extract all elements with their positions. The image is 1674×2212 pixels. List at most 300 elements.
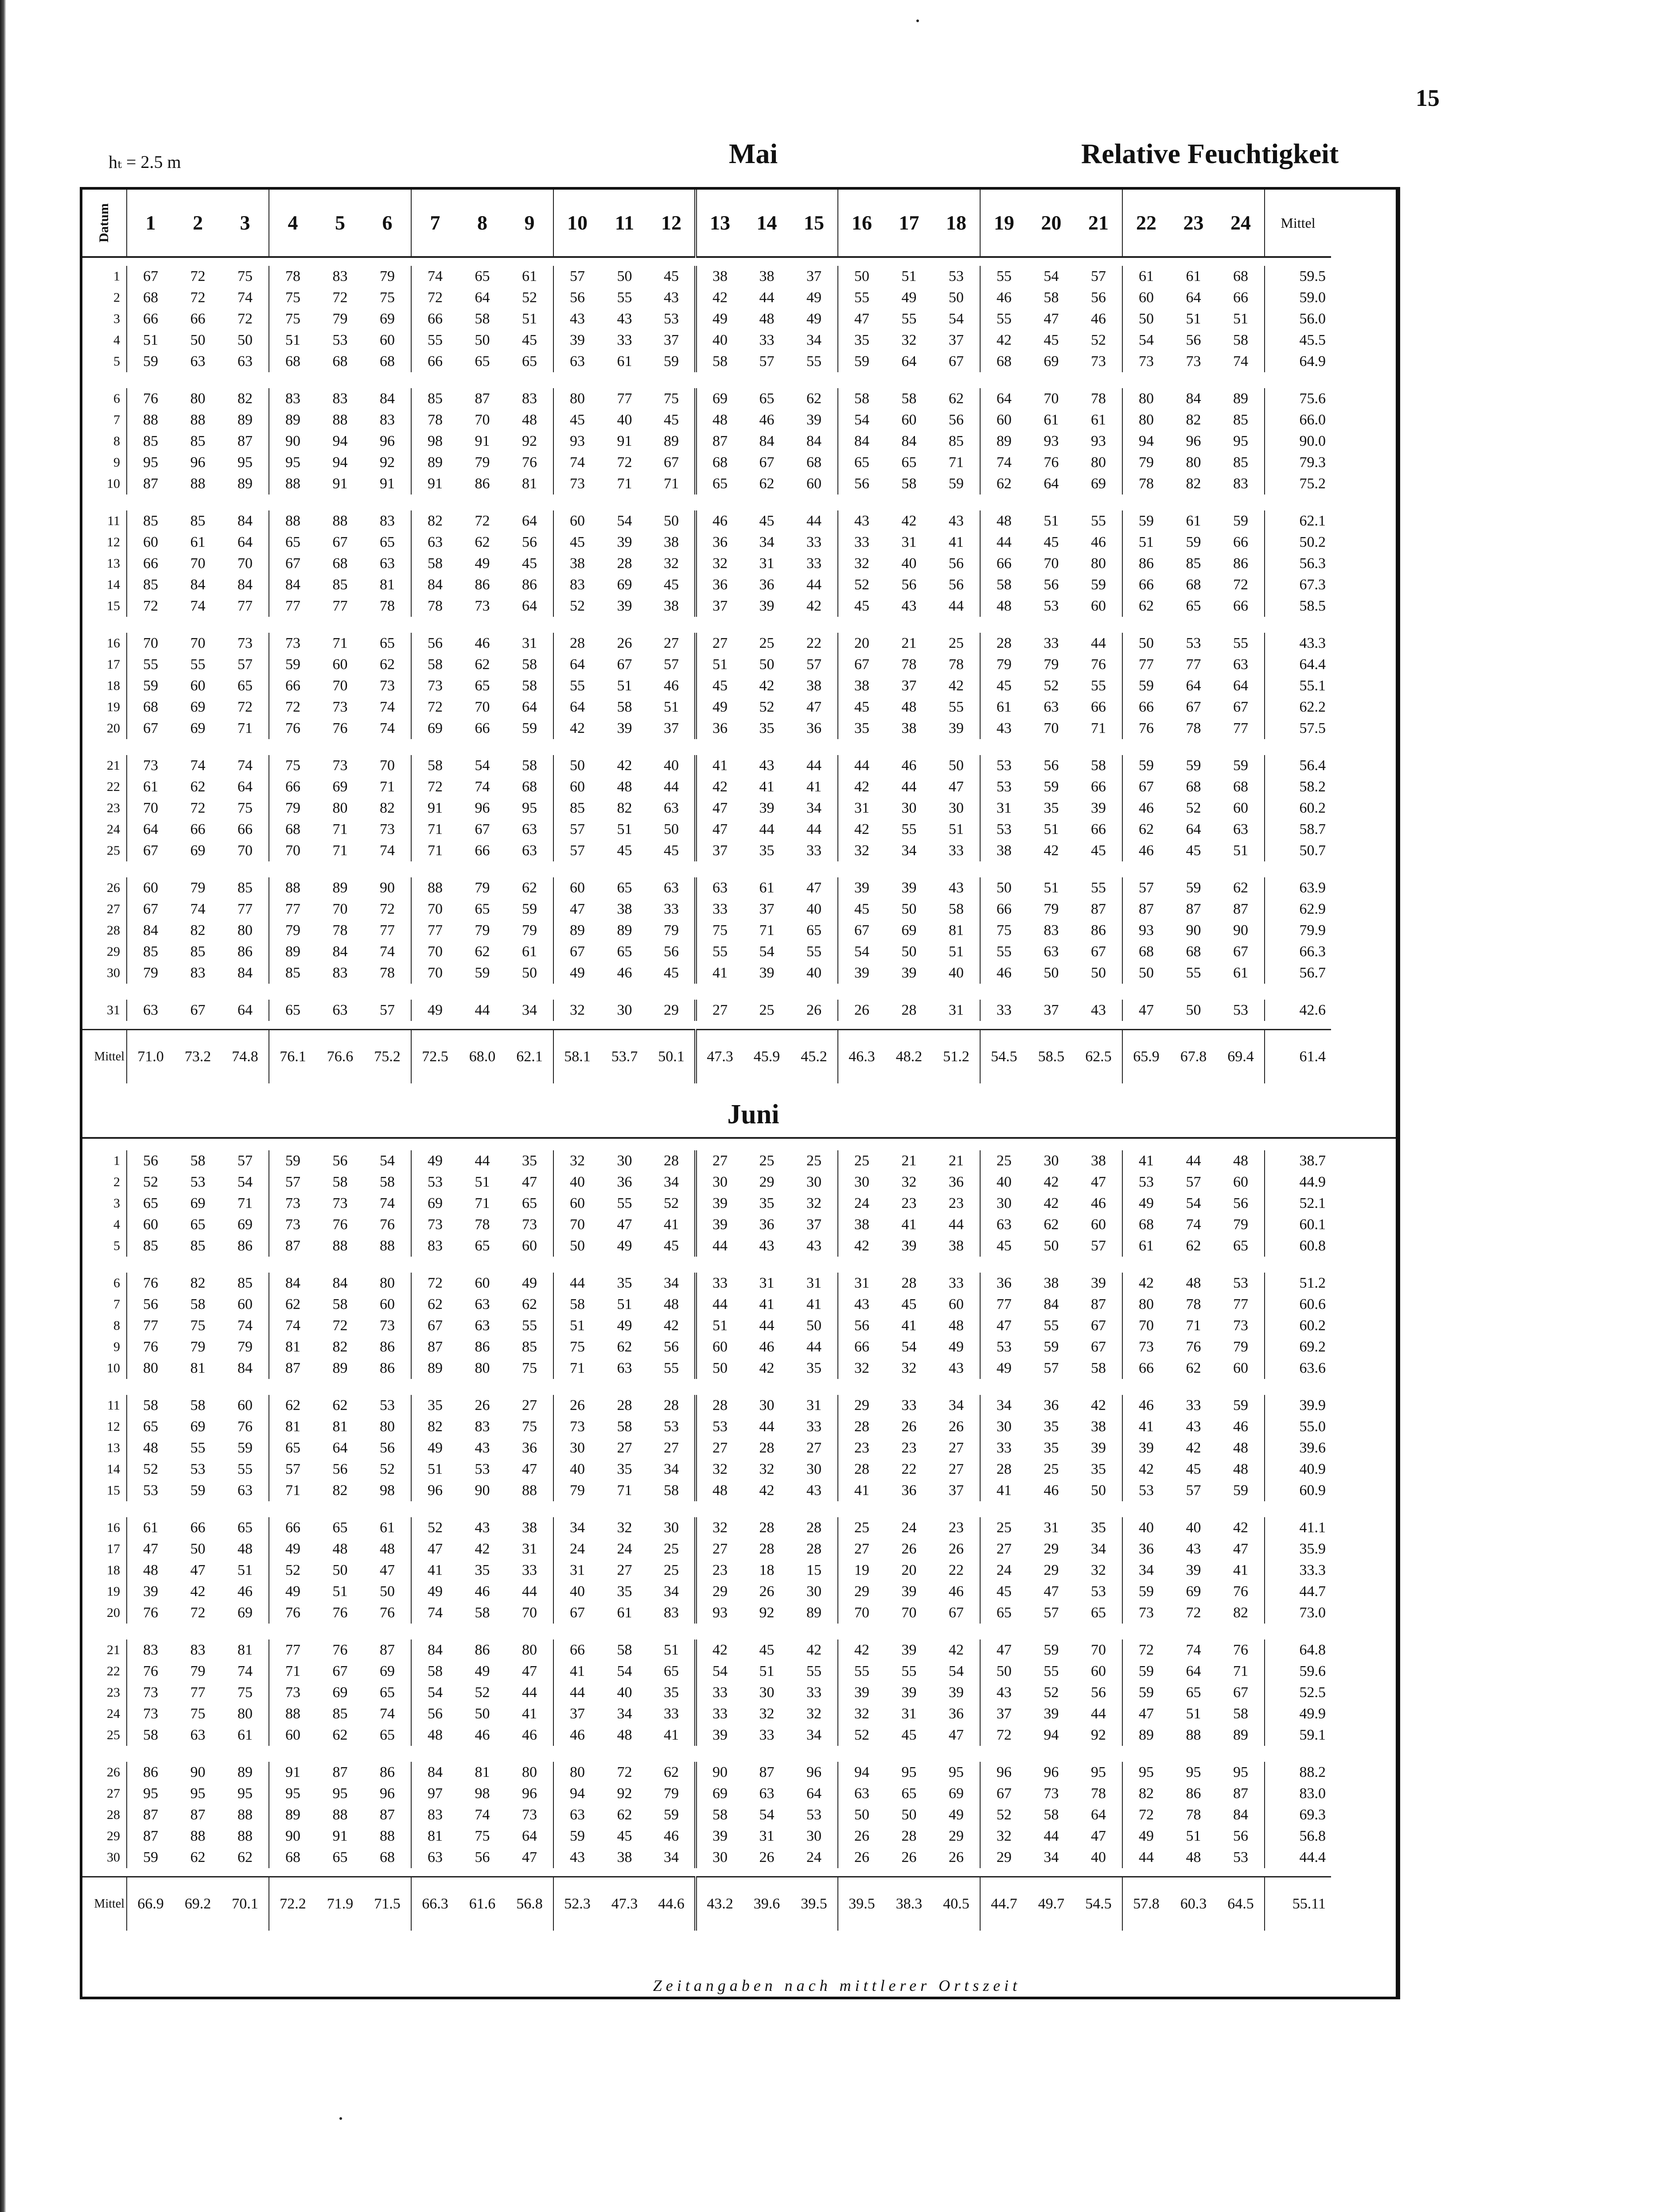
humidity-cell: 67 (617, 656, 632, 673)
humidity-cell: 27 (980, 1538, 1028, 1560)
humidity-cell: 46 (1043, 1482, 1059, 1499)
humidity-cell: 95 (522, 800, 537, 816)
humidity-cell: 39 (1122, 1437, 1170, 1459)
humidity-cell: 44 (664, 779, 679, 795)
humidity-cell: 72 (1122, 1640, 1170, 1661)
humidity-cell: 19 (838, 1560, 885, 1581)
hourly-mean-cell: 70.1 (222, 1877, 269, 1931)
humidity-cell: 60 (127, 877, 174, 899)
humidity-cell: 86 (380, 1339, 395, 1355)
humidity-cell: 23 (901, 1440, 917, 1456)
scan-edge (0, 0, 6, 2212)
daily-mean-cell: 63.9 (1265, 877, 1331, 899)
humidity-cell: 83 (475, 1418, 490, 1435)
humidity-cell: 45 (664, 576, 679, 593)
humidity-cell: 62 (522, 880, 537, 896)
humidity-cell: 49 (411, 1437, 459, 1459)
humidity-cell: 74 (237, 289, 253, 306)
humidity-cell: 33 (949, 842, 964, 859)
humidity-cell: 76 (1043, 454, 1059, 471)
humidity-cell: 53 (190, 1174, 206, 1190)
humidity-cell: 55 (901, 1663, 917, 1679)
humidity-cell: 80 (522, 1764, 537, 1780)
humidity-cell: 30 (949, 800, 964, 816)
humidity-cell: 60 (380, 1296, 395, 1312)
humidity-cell: 62 (190, 1849, 206, 1865)
date-cell: 4 (113, 1217, 120, 1232)
humidity-cell: 32 (696, 553, 743, 574)
humidity-cell: 89 (269, 941, 316, 962)
month-title-mai: Mai (728, 138, 778, 169)
humidity-cell: 27 (617, 1562, 632, 1578)
humidity-cell: 39 (949, 1684, 964, 1701)
humidity-cell: 88 (380, 1238, 395, 1254)
date-cell: 24 (107, 1706, 120, 1721)
humidity-cell: 58 (617, 699, 632, 715)
humidity-cell: 79 (332, 311, 348, 327)
hourly-mean-cell: 65.9 (1122, 1030, 1170, 1084)
hourly-mean-cell: 38.3 (885, 1877, 933, 1931)
humidity-cell: 41 (901, 1216, 917, 1233)
humidity-cell: 38 (980, 840, 1028, 861)
humidity-cell: 98 (475, 1785, 490, 1802)
humidity-cell: 32 (901, 1360, 917, 1376)
hour-header: 22 (1122, 190, 1170, 257)
humidity-cell: 69 (380, 1663, 395, 1679)
humidity-cell: 70 (237, 842, 253, 859)
humidity-cell: 38 (617, 901, 632, 917)
humidity-cell: 70 (237, 555, 253, 572)
humidity-cell: 45 (617, 1828, 632, 1844)
humidity-cell: 30 (901, 800, 917, 816)
humidity-cell: 47 (127, 1538, 174, 1560)
humidity-cell: 39 (127, 1581, 174, 1602)
humidity-cell: 63 (759, 1785, 775, 1802)
humidity-cell: 42 (838, 1235, 885, 1257)
humidity-cell: 65 (1091, 1604, 1106, 1621)
humidity-cell: 77 (380, 922, 395, 939)
humidity-cell: 80 (475, 1360, 490, 1376)
humidity-cell: 38 (1043, 1275, 1059, 1291)
humidity-cell: 42 (696, 776, 743, 798)
humidity-cell: 57 (1043, 1604, 1059, 1621)
humidity-cell: 84 (269, 574, 316, 596)
date-cell: 25 (107, 843, 120, 858)
humidity-cell: 50 (901, 1807, 917, 1823)
humidity-cell: 26 (838, 1847, 885, 1868)
humidity-cell: 60 (237, 1397, 253, 1414)
humidity-cell: 43 (475, 1519, 490, 1536)
humidity-cell: 91 (411, 798, 459, 819)
daily-mean-cell: 59.1 (1265, 1725, 1331, 1746)
humidity-cell: 68 (332, 353, 348, 370)
humidity-cell: 37 (901, 678, 917, 694)
humidity-cell: 55 (806, 943, 821, 960)
humidity-cell: 44 (759, 821, 775, 837)
humidity-cell: 61 (380, 1519, 395, 1536)
humidity-cell: 54 (949, 311, 964, 327)
humidity-cell: 31 (759, 1828, 775, 1844)
humidity-cell: 39 (838, 877, 885, 899)
humidity-cell: 59 (127, 1847, 174, 1868)
humidity-cell: 90 (380, 880, 395, 896)
humidity-cell: 40 (617, 412, 632, 428)
humidity-cell: 41 (696, 755, 743, 776)
humidity-cell: 80 (553, 388, 601, 409)
humidity-cell: 56 (127, 1294, 174, 1315)
humidity-cell: 83 (553, 574, 601, 596)
humidity-cell: 85 (411, 388, 459, 409)
humidity-cell: 23 (696, 1560, 743, 1581)
humidity-cell: 86 (237, 943, 253, 960)
daily-mean-cell: 63.6 (1265, 1358, 1331, 1379)
humidity-cell: 44 (806, 513, 821, 529)
humidity-cell: 47 (806, 699, 821, 715)
humidity-cell: 59 (1122, 1661, 1170, 1682)
humidity-cell: 39 (553, 330, 601, 351)
humidity-cell: 61 (1122, 266, 1170, 287)
humidity-cell: 65 (696, 473, 743, 495)
humidity-cell: 57 (237, 1153, 253, 1169)
humidity-cell: 40 (901, 555, 917, 572)
humidity-cell: 25 (949, 635, 964, 651)
humidity-cell: 67 (127, 840, 174, 861)
humidity-cell: 72 (1186, 1604, 1201, 1621)
humidity-cell: 30 (1043, 1153, 1059, 1169)
humidity-cell: 62 (617, 1339, 632, 1355)
humidity-cell: 49 (980, 1358, 1028, 1379)
day-group (82, 1265, 1331, 1387)
table-row (82, 1214, 1331, 1235)
humidity-cell: 55 (838, 1661, 885, 1682)
humidity-cell: 62 (980, 473, 1028, 495)
humidity-cell: 66 (1233, 534, 1248, 550)
table-row (82, 532, 1331, 553)
table-row (82, 596, 1331, 617)
humidity-cell: 75 (380, 289, 395, 306)
humidity-cell: 91 (411, 473, 459, 495)
humidity-cell: 51 (1043, 821, 1059, 837)
humidity-cell: 43 (949, 513, 964, 529)
humidity-cell: 51 (617, 821, 632, 837)
humidity-cell: 67 (553, 941, 601, 962)
humidity-cell: 27 (696, 1000, 743, 1021)
humidity-cell: 86 (1186, 1785, 1201, 1802)
humidity-cell: 81 (949, 922, 964, 939)
humidity-cell: 83 (411, 1804, 459, 1826)
humidity-cell: 92 (759, 1604, 775, 1621)
table-row (82, 1640, 1331, 1661)
humidity-cell: 89 (664, 433, 679, 449)
humidity-cell: 37 (696, 596, 743, 617)
humidity-cell: 46 (901, 757, 917, 774)
humidity-cell: 39 (696, 1725, 743, 1746)
humidity-cell: 52 (380, 1461, 395, 1477)
humidity-cell: 49 (269, 1581, 316, 1602)
humidity-cell: 54 (1122, 330, 1170, 351)
date-cell: 23 (107, 801, 120, 815)
humidity-cell: 58 (127, 1395, 174, 1416)
humidity-cell: 90 (475, 1482, 490, 1499)
humidity-cell: 43 (949, 1360, 964, 1376)
humidity-cell: 36 (980, 1273, 1028, 1294)
humidity-cell: 66 (190, 311, 206, 327)
humidity-cell: 71 (553, 1358, 601, 1379)
humidity-cell: 50 (664, 513, 679, 529)
humidity-cell: 96 (475, 800, 490, 816)
humidity-cell: 26 (838, 1000, 885, 1021)
humidity-cell: 58 (1091, 1360, 1106, 1376)
humidity-cell: 77 (237, 598, 253, 614)
humidity-cell: 52 (838, 1725, 885, 1746)
humidity-cell: 84 (190, 576, 206, 593)
humidity-cell: 88 (269, 877, 316, 899)
humidity-cell: 82 (411, 510, 459, 532)
hourly-mean-cell: 66.9 (127, 1877, 174, 1931)
humidity-cell: 27 (838, 1538, 885, 1560)
humidity-cell: 35 (1043, 1418, 1059, 1435)
table-row (82, 431, 1331, 452)
humidity-cell: 57 (759, 353, 775, 370)
humidity-cell: 87 (127, 1826, 174, 1847)
humidity-cell: 28 (759, 1541, 775, 1557)
humidity-cell: 53 (664, 1418, 679, 1435)
humidity-cell: 54 (759, 943, 775, 960)
humidity-cell: 74 (380, 943, 395, 960)
humidity-cell: 38 (664, 598, 679, 614)
humidity-cell: 72 (617, 454, 632, 471)
humidity-cell: 65 (332, 1519, 348, 1536)
humidity-cell: 51 (617, 1296, 632, 1312)
humidity-cell: 39 (901, 1238, 917, 1254)
daily-mean-cell: 40.9 (1265, 1459, 1331, 1480)
humidity-cell: 27 (696, 1437, 743, 1459)
humidity-cell: 25 (664, 1562, 679, 1578)
humidity-cell: 65 (237, 678, 253, 694)
humidity-cell: 65 (332, 1849, 348, 1865)
humidity-cell: 20 (838, 633, 885, 654)
humidity-cell: 89 (980, 431, 1028, 452)
humidity-cell: 46 (475, 1583, 490, 1600)
humidity-cell: 39 (901, 880, 917, 896)
humidity-cell: 26 (901, 1849, 917, 1865)
humidity-cell: 62 (1186, 1360, 1201, 1376)
humidity-cell: 55 (617, 1195, 632, 1211)
humidity-cell: 53 (190, 1461, 206, 1477)
humidity-cell: 73 (237, 635, 253, 651)
table-row (82, 308, 1331, 330)
humidity-cell: 73 (269, 633, 316, 654)
humidity-cell: 58 (190, 1153, 206, 1169)
humidity-cell: 50 (380, 1583, 395, 1600)
humidity-cell: 47 (522, 1849, 537, 1865)
humidity-cell: 88 (332, 412, 348, 428)
humidity-cell: 52 (1091, 332, 1106, 348)
humidity-cell: 69 (332, 1684, 348, 1701)
humidity-cell: 46 (475, 635, 490, 651)
humidity-cell: 48 (696, 409, 743, 431)
humidity-cell: 28 (980, 633, 1028, 654)
hour-header: 14 (743, 190, 790, 257)
humidity-cell: 51 (553, 1315, 601, 1336)
humidity-cell: 33 (806, 842, 821, 859)
hourly-mean-cell: 67.8 (1170, 1030, 1217, 1084)
humidity-cell: 94 (1043, 1727, 1059, 1743)
humidity-cell: 39 (696, 1193, 743, 1214)
humidity-cell: 71 (237, 720, 253, 736)
humidity-cell: 51 (949, 821, 964, 837)
humidity-cell: 41 (838, 1480, 885, 1501)
day-group (82, 1754, 1331, 1877)
humidity-cell: 85 (190, 513, 206, 529)
humidity-cell: 64 (237, 534, 253, 550)
humidity-cell: 21 (901, 1153, 917, 1169)
humidity-cell: 92 (617, 1785, 632, 1802)
humidity-cell: 61 (127, 1517, 174, 1538)
humidity-cell: 33 (901, 1397, 917, 1414)
humidity-cell: 57 (664, 656, 679, 673)
humidity-cell: 60 (1122, 287, 1170, 308)
humidity-cell: 79 (475, 880, 490, 896)
humidity-cell: 39 (838, 1682, 885, 1703)
humidity-cell: 72 (411, 287, 459, 308)
humidity-cell: 65 (980, 1602, 1028, 1624)
humidity-cell: 56 (332, 1153, 348, 1169)
humidity-cell: 48 (617, 779, 632, 795)
table-row (82, 1661, 1331, 1682)
table-row (82, 473, 1331, 495)
humidity-cell: 66 (1233, 598, 1248, 614)
hour-header: 19 (980, 190, 1028, 257)
humidity-cell: 70 (380, 757, 395, 774)
humidity-cell: 44 (475, 1153, 490, 1169)
humidity-cell: 25 (838, 1150, 885, 1172)
humidity-cell: 35 (759, 842, 775, 859)
date-cell: 5 (113, 354, 120, 369)
humidity-cell: 61 (1186, 513, 1201, 529)
humidity-cell: 25 (1043, 1461, 1059, 1477)
humidity-cell: 62 (269, 1294, 316, 1315)
date-cell: 22 (107, 779, 120, 794)
humidity-cell: 70 (269, 840, 316, 861)
humidity-cell: 69 (237, 1604, 253, 1621)
humidity-cell: 56 (553, 287, 601, 308)
humidity-cell: 73 (475, 598, 490, 614)
humidity-cell: 37 (806, 268, 821, 284)
humidity-cell: 85 (190, 943, 206, 960)
humidity-cell: 47 (696, 798, 743, 819)
humidity-cell: 64 (522, 598, 537, 614)
humidity-cell: 45 (980, 1581, 1028, 1602)
humidity-cell: 84 (1233, 1807, 1248, 1823)
humidity-cell: 68 (806, 454, 821, 471)
humidity-cell: 46 (1122, 1395, 1170, 1416)
humidity-cell: 42 (1233, 1519, 1248, 1536)
humidity-cell: 79 (1043, 901, 1059, 917)
humidity-cell: 89 (237, 1764, 253, 1780)
humidity-cell: 35 (475, 1562, 490, 1578)
humidity-cell: 27 (664, 635, 679, 651)
daily-mean-cell: 62.9 (1265, 899, 1331, 920)
humidity-cell: 40 (949, 965, 964, 981)
humidity-cell: 91 (332, 1828, 348, 1844)
humidity-cell: 46 (553, 1725, 601, 1746)
humidity-cell: 73 (332, 699, 348, 715)
humidity-cell: 70 (1091, 1642, 1106, 1658)
humidity-cell: 59 (1233, 513, 1248, 529)
humidity-cell: 59 (237, 1440, 253, 1456)
humidity-cell: 61 (522, 943, 537, 960)
table-row (82, 654, 1331, 675)
day-group (82, 502, 1331, 625)
humidity-cell: 33 (806, 534, 821, 550)
humidity-cell: 46 (1091, 534, 1106, 550)
humidity-cell: 60 (190, 678, 206, 694)
humidity-cell: 30 (759, 1684, 775, 1701)
mittel-row (82, 1030, 1331, 1084)
hourly-mean-cell: 53.7 (601, 1030, 648, 1084)
humidity-cell: 69 (696, 1783, 743, 1804)
humidity-cell: 57 (1122, 877, 1170, 899)
humidity-cell: 49 (553, 962, 601, 984)
humidity-cell: 56 (838, 473, 885, 495)
humidity-cell: 38 (759, 268, 775, 284)
daily-mean-cell: 44.4 (1265, 1847, 1331, 1868)
humidity-cell: 76 (332, 1604, 348, 1621)
humidity-cell: 51 (1233, 311, 1248, 327)
humidity-cell: 57 (380, 1002, 395, 1018)
humidity-cell: 62 (1186, 1238, 1201, 1254)
table-row (82, 1193, 1331, 1214)
humidity-cell: 64 (237, 1002, 253, 1018)
daily-mean-cell: 45.5 (1265, 330, 1331, 351)
humidity-cell: 50 (696, 1358, 743, 1379)
humidity-cell: 60 (553, 510, 601, 532)
humidity-cell: 74 (475, 779, 490, 795)
humidity-cell: 75 (269, 755, 316, 776)
table-row (82, 1150, 1331, 1172)
table-row (82, 1762, 1331, 1783)
humidity-cell: 95 (127, 1783, 174, 1804)
table-row (82, 1480, 1331, 1501)
humidity-cell: 42 (553, 718, 601, 739)
humidity-cell: 45 (980, 675, 1028, 697)
humidity-cell: 83 (269, 388, 316, 409)
humidity-cell: 34 (1091, 1541, 1106, 1557)
humidity-cell: 70 (411, 941, 459, 962)
humidity-cell: 55 (980, 941, 1028, 962)
humidity-cell: 72 (127, 596, 174, 617)
humidity-cell: 86 (475, 1642, 490, 1658)
humidity-cell: 30 (759, 1397, 775, 1414)
humidity-cell: 51 (664, 1642, 679, 1658)
month-title-juni: Juni (727, 1099, 779, 1129)
humidity-cell: 65 (475, 1238, 490, 1254)
humidity-cell: 76 (1233, 1583, 1248, 1600)
humidity-cell: 30 (980, 1193, 1028, 1214)
humidity-cell: 86 (1122, 553, 1170, 574)
hour-header: 15 (790, 190, 838, 257)
humidity-cell: 72 (475, 513, 490, 529)
table-header (82, 190, 1331, 257)
daily-mean-cell: 56.7 (1265, 962, 1331, 984)
date-cell: 31 (107, 1003, 120, 1017)
humidity-cell: 86 (380, 1360, 395, 1376)
humidity-cell: 40 (553, 1581, 601, 1602)
humidity-cell: 37 (1043, 1002, 1059, 1018)
humidity-cell: 31 (553, 1560, 601, 1581)
humidity-cell: 61 (237, 1727, 253, 1743)
